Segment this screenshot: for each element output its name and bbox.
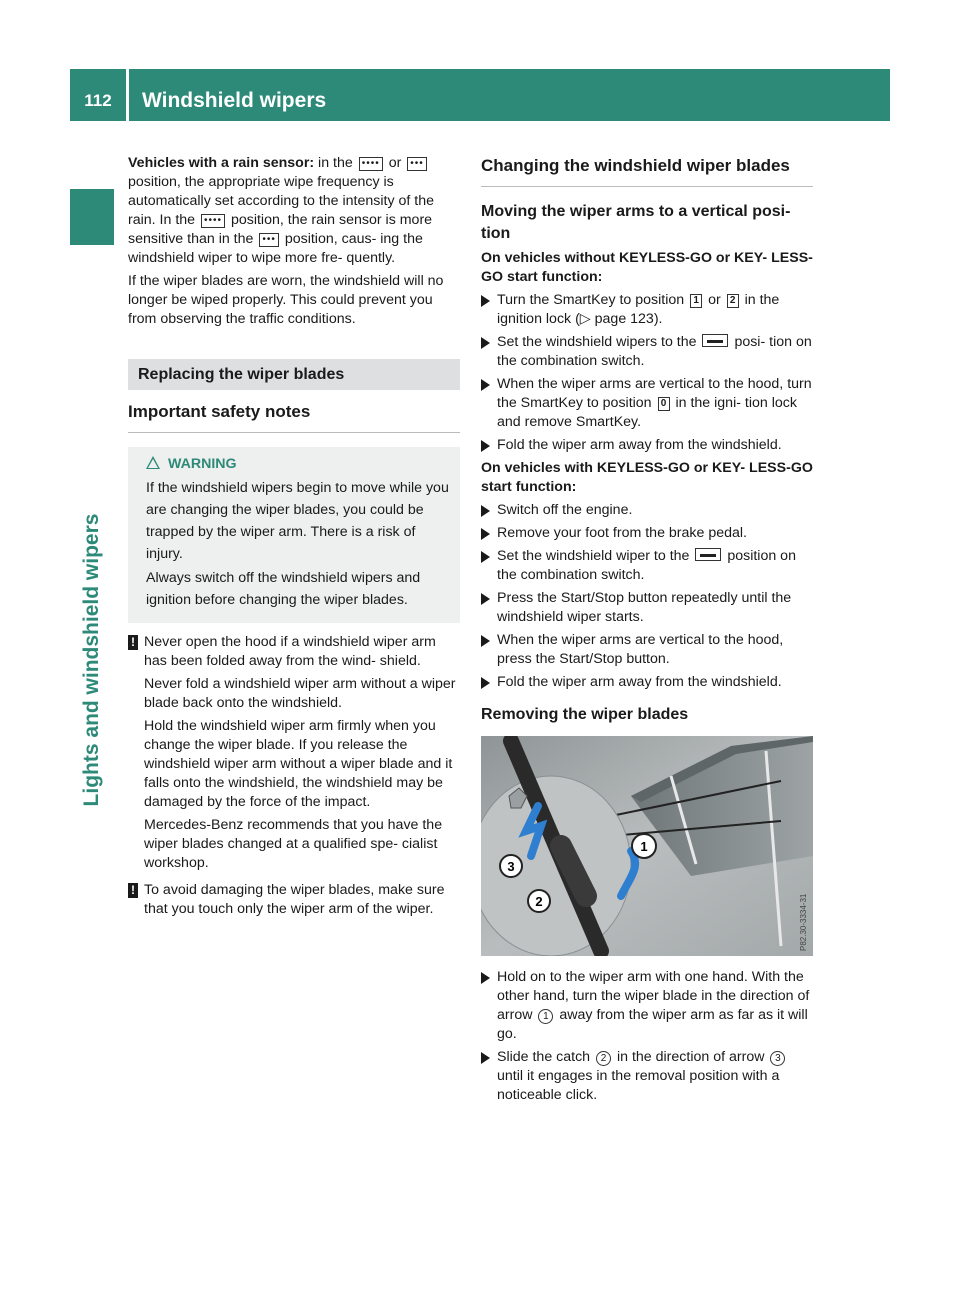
note-text: Mercedes-Benz recommends that you have the wiper blades changed at a qualified spe- cialist workshop. bbox=[144, 817, 443, 871]
figure-code: P82.30-3334-31 bbox=[799, 893, 808, 951]
text-span: Slide the catch bbox=[497, 1049, 591, 1065]
condition-heading: On vehicles without KEYLESS-GO or KEY- LESS-GO start function: bbox=[481, 250, 813, 285]
instruction-step bbox=[481, 524, 813, 543]
exclamation-icon: ! bbox=[128, 883, 138, 898]
label-2: 2 bbox=[535, 894, 543, 909]
text-span: position, the appropriate wipe frequency is automatically set according to the intensity of the rain. In the bbox=[128, 174, 434, 228]
step-arrow-icon bbox=[481, 1052, 490, 1064]
wiper-off-icon bbox=[702, 334, 728, 347]
callout-3-icon: 3 bbox=[770, 1051, 785, 1066]
instruction-step bbox=[481, 631, 813, 669]
section-heading: Replacing the wiper blades bbox=[128, 359, 460, 390]
text-span: Switch off the engine. bbox=[497, 502, 633, 518]
text-span: posi- tion on the combination switch. bbox=[497, 334, 812, 369]
instruction-step bbox=[481, 547, 813, 585]
key-position-icon: 0 bbox=[658, 397, 670, 411]
side-chapter-marker bbox=[70, 189, 114, 245]
key-position-icon: 2 bbox=[727, 294, 739, 308]
text-span: When the wiper arms are vertical to the hood, turn the SmartKey to position bbox=[497, 376, 812, 411]
text-span: until it engages in the removal position with a noticeable click. bbox=[497, 1068, 780, 1103]
text-span: Set the windshield wiper to the bbox=[497, 548, 690, 564]
text-span: position, the rain sensor is more sensitive than in the bbox=[128, 212, 433, 247]
step-arrow-icon bbox=[481, 635, 490, 647]
instruction-step bbox=[481, 501, 813, 520]
note-text: To avoid damaging the wiper blades, make sure that you touch only the wiper arm of the wiper. bbox=[144, 882, 445, 917]
right-column bbox=[481, 154, 813, 1109]
text-span: or bbox=[388, 155, 402, 171]
wiper-3dot-icon: ••• bbox=[407, 157, 427, 171]
text-span: in the igni- tion lock and remove SmartKey. bbox=[497, 395, 797, 430]
text-span: Fold the wiper arm away from the windshield. bbox=[497, 437, 782, 453]
side-chapter-tab bbox=[70, 260, 114, 1060]
wiper-3dot-icon: ••• bbox=[259, 233, 279, 247]
worn-blades-paragraph: If the wiper blades are worn, the windshield will no longer be wiped properly. This could prevent you from observing the traffic conditions. bbox=[128, 273, 444, 327]
instruction-step bbox=[481, 291, 813, 329]
text-span: Press the Start/Stop button repeatedly until the windshield wiper starts. bbox=[497, 590, 792, 625]
label-1: 1 bbox=[640, 839, 648, 854]
side-chapter-label: Lights and windshield wipers bbox=[80, 513, 103, 807]
wiper-4dot-icon: •••• bbox=[201, 214, 225, 228]
text-span: in the bbox=[318, 155, 353, 171]
rain-sensor-lead: Vehicles with a rain sensor: bbox=[128, 155, 315, 171]
wiper-off-icon bbox=[695, 548, 721, 561]
instruction-step bbox=[481, 673, 813, 692]
text-span: Set the windshield wipers to the bbox=[497, 334, 697, 350]
warning-triangle-icon bbox=[146, 456, 160, 469]
text-span: position on the combination switch. bbox=[497, 548, 796, 583]
exclamation-icon: ! bbox=[128, 635, 138, 650]
condition-heading: On vehicles with KEYLESS-GO or KEY- LESS-GO start function: bbox=[481, 460, 813, 495]
text-span: When the wiper arms are vertical to the hood, press the Start/Stop button. bbox=[497, 632, 784, 667]
subsection-heading: Moving the wiper arms to a vertical posi- tion bbox=[481, 203, 791, 242]
step-arrow-icon bbox=[481, 972, 490, 984]
step-arrow-icon bbox=[481, 677, 490, 689]
note-block bbox=[128, 881, 460, 919]
instruction-step bbox=[481, 589, 813, 627]
page-title: Windshield wipers bbox=[142, 89, 327, 112]
header-divider bbox=[126, 69, 129, 121]
instruction-step bbox=[481, 333, 813, 371]
warning-heading bbox=[128, 453, 452, 475]
step-arrow-icon bbox=[481, 551, 490, 563]
text-span: Hold on to the wiper arm with one hand. With the other hand, turn the wiper blade in the direction of arrow bbox=[497, 969, 810, 1023]
instruction-step bbox=[481, 436, 813, 455]
instruction-step bbox=[481, 968, 813, 1044]
rain-sensor-paragraph bbox=[128, 154, 460, 268]
label-3: 3 bbox=[507, 859, 515, 874]
step-arrow-icon bbox=[481, 379, 490, 391]
illustration-svg bbox=[481, 736, 813, 956]
instruction-step bbox=[481, 1048, 813, 1105]
callout-2-icon: 2 bbox=[596, 1051, 611, 1066]
text-span: away from the wiper arm as far as it will go. bbox=[497, 1007, 808, 1042]
warning-text: If the windshield wipers begin to move while you are changing the wiper blades, you could be trapped by the wiper arm. There is a risk of injury. bbox=[146, 480, 449, 562]
subsection-heading: Important safety notes bbox=[128, 390, 460, 433]
step-arrow-icon bbox=[481, 505, 490, 517]
page-number: 112 bbox=[84, 91, 112, 110]
step-arrow-icon bbox=[481, 528, 490, 540]
wiper-blade-illustration bbox=[481, 736, 813, 956]
note-block bbox=[128, 633, 460, 873]
text-span: or bbox=[708, 292, 721, 308]
wiper-4dot-icon: •••• bbox=[359, 157, 383, 171]
callout-1-icon: 1 bbox=[538, 1009, 553, 1024]
left-column bbox=[128, 154, 460, 927]
warning-text: Always switch off the windshield wipers and ignition before changing the wiper blades. bbox=[146, 570, 421, 608]
note-text: Never open the hood if a windshield wiper arm has been folded away from the wind- shield. bbox=[144, 634, 436, 669]
warning-title: WARNING bbox=[168, 456, 237, 472]
text-span: Remove your foot from the brake pedal. bbox=[497, 525, 747, 541]
instruction-step bbox=[481, 375, 813, 432]
step-arrow-icon bbox=[481, 440, 490, 452]
step-arrow-icon bbox=[481, 295, 490, 307]
key-position-icon: 1 bbox=[690, 294, 702, 308]
text-span: in the ignition lock (▷ page 123). bbox=[497, 292, 780, 327]
text-span: Turn the SmartKey to position bbox=[497, 292, 685, 308]
step-arrow-icon bbox=[481, 593, 490, 605]
section-heading: Changing the windshield wiper blades bbox=[481, 154, 813, 187]
warning-box bbox=[128, 447, 460, 623]
step-arrow-icon bbox=[481, 337, 490, 349]
text-span: position, caus- ing the windshield wiper to wipe more fre- quently. bbox=[128, 231, 423, 266]
note-text: Hold the windshield wiper arm firmly when you change the wiper blade. If you release the windshield wiper arm without a wiper blade and it falls onto the windshield, the windshield may be damaged by the force of the impact. bbox=[144, 718, 453, 810]
text-span: Fold the wiper arm away from the windshield. bbox=[497, 674, 782, 690]
text-span: in the direction of arrow bbox=[616, 1049, 765, 1065]
subsection-heading: Removing the wiper blades bbox=[481, 706, 689, 723]
note-text: Never fold a windshield wiper arm without a wiper blade back onto the windshield. bbox=[144, 676, 456, 711]
